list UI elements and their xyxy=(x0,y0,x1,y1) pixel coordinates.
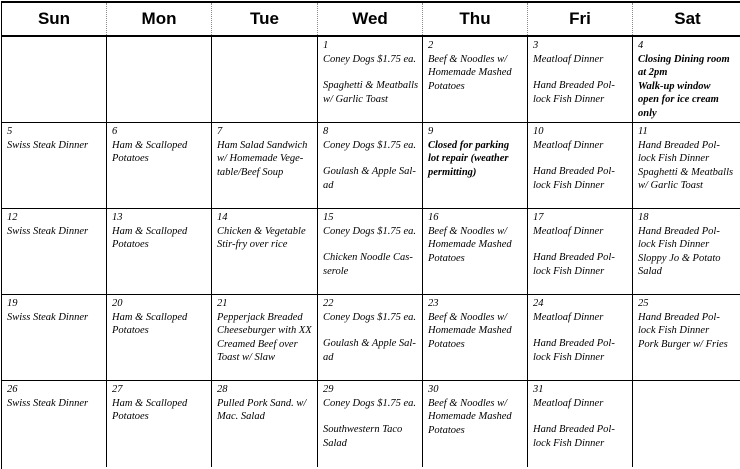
menu-item-text: Potatoes xyxy=(428,424,465,436)
menu-item-text: Potatoes xyxy=(428,252,465,264)
menu-item-text: Cheeseburger with XX xyxy=(217,325,312,336)
notice-text: Closed for parking xyxy=(428,139,510,151)
menu-item-text: Meatloaf Dinner xyxy=(533,53,604,65)
menu-item-text: Chicken Noodle Cas- xyxy=(323,252,413,263)
week-row xyxy=(2,209,740,295)
line-gap xyxy=(323,238,420,251)
day-number: 5 xyxy=(7,126,13,137)
menu-item-text: Coney Dogs $1.75 ea. xyxy=(323,225,417,237)
empty-day-cell xyxy=(212,37,318,122)
day-cell-6 xyxy=(107,123,212,208)
menu-item-text: Hand Breaded Pol- xyxy=(533,80,615,91)
day-number: 24 xyxy=(533,298,544,309)
day-number: 1 xyxy=(323,40,329,51)
weekday-header-wed: Wed xyxy=(318,3,423,35)
day-number: 10 xyxy=(533,126,544,137)
menu-item-text: Salad xyxy=(323,437,347,449)
day-cell-18 xyxy=(633,209,740,294)
day-number: 17 xyxy=(533,212,544,223)
menu-item-text: w/ Homemade Vege- xyxy=(217,153,304,164)
menu-item-text: Hand Breaded Pol- xyxy=(533,166,615,177)
menu-item-text: Goulash & Apple Sal- xyxy=(323,166,416,177)
weekday-header-tue: Tue xyxy=(212,3,318,35)
line-gap xyxy=(533,238,630,251)
day-cell-8 xyxy=(318,123,423,208)
day-cell-20 xyxy=(107,295,212,380)
menu-item-text: Meatloaf Dinner xyxy=(533,311,604,323)
menu-item-text: Pork Burger w/ Fries xyxy=(638,338,728,350)
menu-item-text: Hand Breaded Pol- xyxy=(638,311,720,323)
day-cell-13 xyxy=(107,209,212,294)
day-number: 15 xyxy=(323,212,334,223)
menu-item-text: Ham & Scalloped xyxy=(112,311,188,323)
day-number: 31 xyxy=(533,384,544,395)
menu-item-text: Hand Breaded Pol- xyxy=(533,252,615,263)
menu-item-text: ad xyxy=(323,179,334,191)
menu-item-text: lock Fish Dinner xyxy=(533,437,605,449)
menu-item-text: Potatoes xyxy=(112,239,149,250)
day-number: 11 xyxy=(638,126,648,137)
menu-item-text: Ham & Scalloped xyxy=(112,397,188,409)
day-number: 28 xyxy=(217,384,228,395)
day-cell-17 xyxy=(528,209,633,294)
line-gap xyxy=(323,410,420,423)
weekday-header-sat: Sat xyxy=(674,9,701,28)
weekday-header-row xyxy=(2,3,740,37)
menu-item-text: Hand Breaded Pol- xyxy=(638,225,720,237)
menu-item-text: lock Fish Dinner xyxy=(638,325,710,336)
menu-item-text: Coney Dogs $1.75 ea. xyxy=(323,139,417,151)
day-cell-9 xyxy=(423,123,528,208)
menu-item-text: lock Fish Dinner xyxy=(533,93,605,105)
menu-item-text: serole xyxy=(323,265,349,277)
menu-item-text: lock Fish Dinner xyxy=(638,239,710,250)
day-number: 21 xyxy=(217,298,228,309)
day-cell-22 xyxy=(318,295,423,380)
day-number: 16 xyxy=(428,212,439,223)
menu-item-text: Chicken & Vegetable xyxy=(217,225,306,237)
day-number: 13 xyxy=(112,212,123,223)
day-cell-14 xyxy=(212,209,318,294)
menu-item-text: Meatloaf Dinner xyxy=(533,397,604,409)
menu-item-text: Ham & Scalloped xyxy=(112,225,188,237)
day-cell-23 xyxy=(423,295,528,380)
menu-item-text: Beef & Noodles w/ xyxy=(428,397,508,409)
day-cell-29 xyxy=(318,381,423,467)
menu-item-text: Homemade Mashed xyxy=(428,239,512,250)
menu-item-text: Toast w/ Slaw xyxy=(217,352,275,363)
menu-item-text: Homemade Mashed xyxy=(428,411,512,422)
week-row xyxy=(2,295,740,381)
menu-item-text: Salad xyxy=(638,266,662,277)
menu-item-text: Beef & Noodles w/ xyxy=(428,53,508,65)
day-number: 8 xyxy=(323,126,329,137)
notice-text: at 2pm xyxy=(638,67,668,78)
menu-item-text: Swiss Steak Dinner xyxy=(7,225,89,237)
day-cell-26 xyxy=(2,381,107,467)
menu-item-text: Sloppy Jo & Potato xyxy=(638,252,721,264)
empty-day-cell xyxy=(633,381,740,467)
notice-text: Walk-up window xyxy=(638,80,711,92)
menu-item-text: Coney Dogs $1.75 ea. xyxy=(323,311,417,323)
menu-item-text: Swiss Steak Dinner xyxy=(7,139,89,151)
menu-item-text: Southwestern Taco xyxy=(323,424,403,435)
day-cell-4 xyxy=(633,37,740,122)
day-cell-11 xyxy=(633,123,740,208)
menu-item-text: Potatoes xyxy=(428,80,465,92)
day-cell-31 xyxy=(528,381,633,467)
line-gap xyxy=(533,324,630,337)
menu-item-text: Potatoes xyxy=(112,411,149,422)
day-cell-24 xyxy=(528,295,633,380)
day-number: 7 xyxy=(217,126,223,137)
menu-item-text: lock Fish Dinner xyxy=(638,153,710,164)
day-number: 2 xyxy=(428,40,434,51)
week-row xyxy=(2,381,740,467)
menu-item-text: lock Fish Dinner xyxy=(533,265,605,277)
calendar-weeks xyxy=(2,37,740,467)
day-cell-1 xyxy=(318,37,423,122)
day-number: 30 xyxy=(428,384,439,395)
menu-item-text: Swiss Steak Dinner xyxy=(7,397,89,409)
day-cell-19 xyxy=(2,295,107,380)
week-row xyxy=(2,123,740,209)
day-cell-5 xyxy=(2,123,107,208)
menu-item-text: Potatoes xyxy=(428,338,465,350)
day-number: 27 xyxy=(112,384,123,395)
weekday-header-sun: Sun xyxy=(2,3,107,35)
weekday-header-fri: Fri xyxy=(528,3,633,35)
line-gap xyxy=(323,324,420,337)
day-cell-7 xyxy=(212,123,318,208)
day-cell-25 xyxy=(633,295,740,380)
day-number: 12 xyxy=(7,212,18,223)
line-gap xyxy=(533,152,630,165)
day-number: 29 xyxy=(323,384,334,395)
menu-item-text: ad xyxy=(323,351,334,363)
day-number: 19 xyxy=(7,298,18,309)
menu-item-text: Coney Dogs $1.75 ea. xyxy=(323,53,417,65)
day-cell-3 xyxy=(528,37,633,122)
menu-item-text: Spaghetti & Meatballs xyxy=(638,166,734,178)
menu-item-text: Hand Breaded Pol- xyxy=(638,139,720,151)
menu-item-text: w/ Garlic Toast xyxy=(638,180,703,191)
day-number: 22 xyxy=(323,298,334,309)
menu-item-text: Meatloaf Dinner xyxy=(533,225,604,237)
day-number: 6 xyxy=(112,126,118,137)
menu-item-text: Pepperjack Breaded xyxy=(217,311,303,323)
day-cell-30 xyxy=(423,381,528,467)
menu-item-text: Hand Breaded Pol- xyxy=(533,338,615,349)
menu-item-text: Mac. Salad xyxy=(217,411,265,422)
day-number: 4 xyxy=(638,40,644,51)
day-cell-10 xyxy=(528,123,633,208)
menu-item-text: Coney Dogs $1.75 ea. xyxy=(323,397,417,409)
day-number: 20 xyxy=(112,298,123,309)
menu-item-text: Potatoes xyxy=(112,153,149,164)
weekday-header-thu: Thu xyxy=(423,3,528,35)
day-number: 23 xyxy=(428,298,439,309)
line-gap xyxy=(323,66,420,79)
menu-item-text: Meatloaf Dinner xyxy=(533,139,604,151)
notice-text: lot repair (weather xyxy=(428,153,509,164)
weekday-header-mon: Mon xyxy=(107,3,212,35)
day-cell-12 xyxy=(2,209,107,294)
day-cell-28 xyxy=(212,381,318,467)
menu-item-text: lock Fish Dinner xyxy=(533,351,605,363)
day-cell-27 xyxy=(107,381,212,467)
menu-item-text: Homemade Mashed xyxy=(428,67,512,78)
menu-item-text: w/ Garlic Toast xyxy=(323,93,388,105)
menu-item-text: Creamed Beef over xyxy=(217,338,298,350)
day-number: 26 xyxy=(7,384,18,395)
menu-item-text: Beef & Noodles w/ xyxy=(428,311,508,323)
menu-calendar xyxy=(1,1,740,469)
notice-text: permitting) xyxy=(428,166,477,178)
menu-item-text: Beef & Noodles w/ xyxy=(428,225,508,237)
menu-item-text: Hand Breaded Pol- xyxy=(533,424,615,435)
day-number: 9 xyxy=(428,126,434,137)
day-cell-2 xyxy=(423,37,528,122)
day-number: 25 xyxy=(638,298,649,309)
line-gap xyxy=(323,152,420,165)
menu-item-text: Homemade Mashed xyxy=(428,325,512,336)
menu-item-text: Ham Salad Sandwich xyxy=(217,139,308,151)
menu-item-text: Potatoes xyxy=(112,325,149,336)
menu-item-text: Spaghetti & Meatballs xyxy=(323,80,419,91)
empty-day-cell xyxy=(107,37,212,122)
menu-item-text: Swiss Steak Dinner xyxy=(7,311,89,323)
notice-text: Closing Dining room xyxy=(638,53,730,65)
empty-day-cell xyxy=(2,37,107,122)
day-number: 18 xyxy=(638,212,649,223)
day-cell-15 xyxy=(318,209,423,294)
day-cell-16 xyxy=(423,209,528,294)
menu-item-text: lock Fish Dinner xyxy=(533,179,605,191)
line-gap xyxy=(533,66,630,79)
line-gap xyxy=(533,410,630,423)
menu-item-text: Stir-fry over rice xyxy=(217,239,288,250)
day-number: 14 xyxy=(217,212,228,223)
menu-item-text: Ham & Scalloped xyxy=(112,139,188,151)
day-number: 3 xyxy=(533,40,539,51)
menu-item-text: table/Beef Soup xyxy=(217,166,284,178)
menu-item-text: Pulled Pork Sand. w/ xyxy=(217,397,307,409)
week-row xyxy=(2,37,740,123)
notice-text: open for ice cream xyxy=(638,94,719,105)
day-cell-21 xyxy=(212,295,318,380)
notice-text: only xyxy=(638,107,657,119)
menu-item-text: Goulash & Apple Sal- xyxy=(323,338,416,349)
